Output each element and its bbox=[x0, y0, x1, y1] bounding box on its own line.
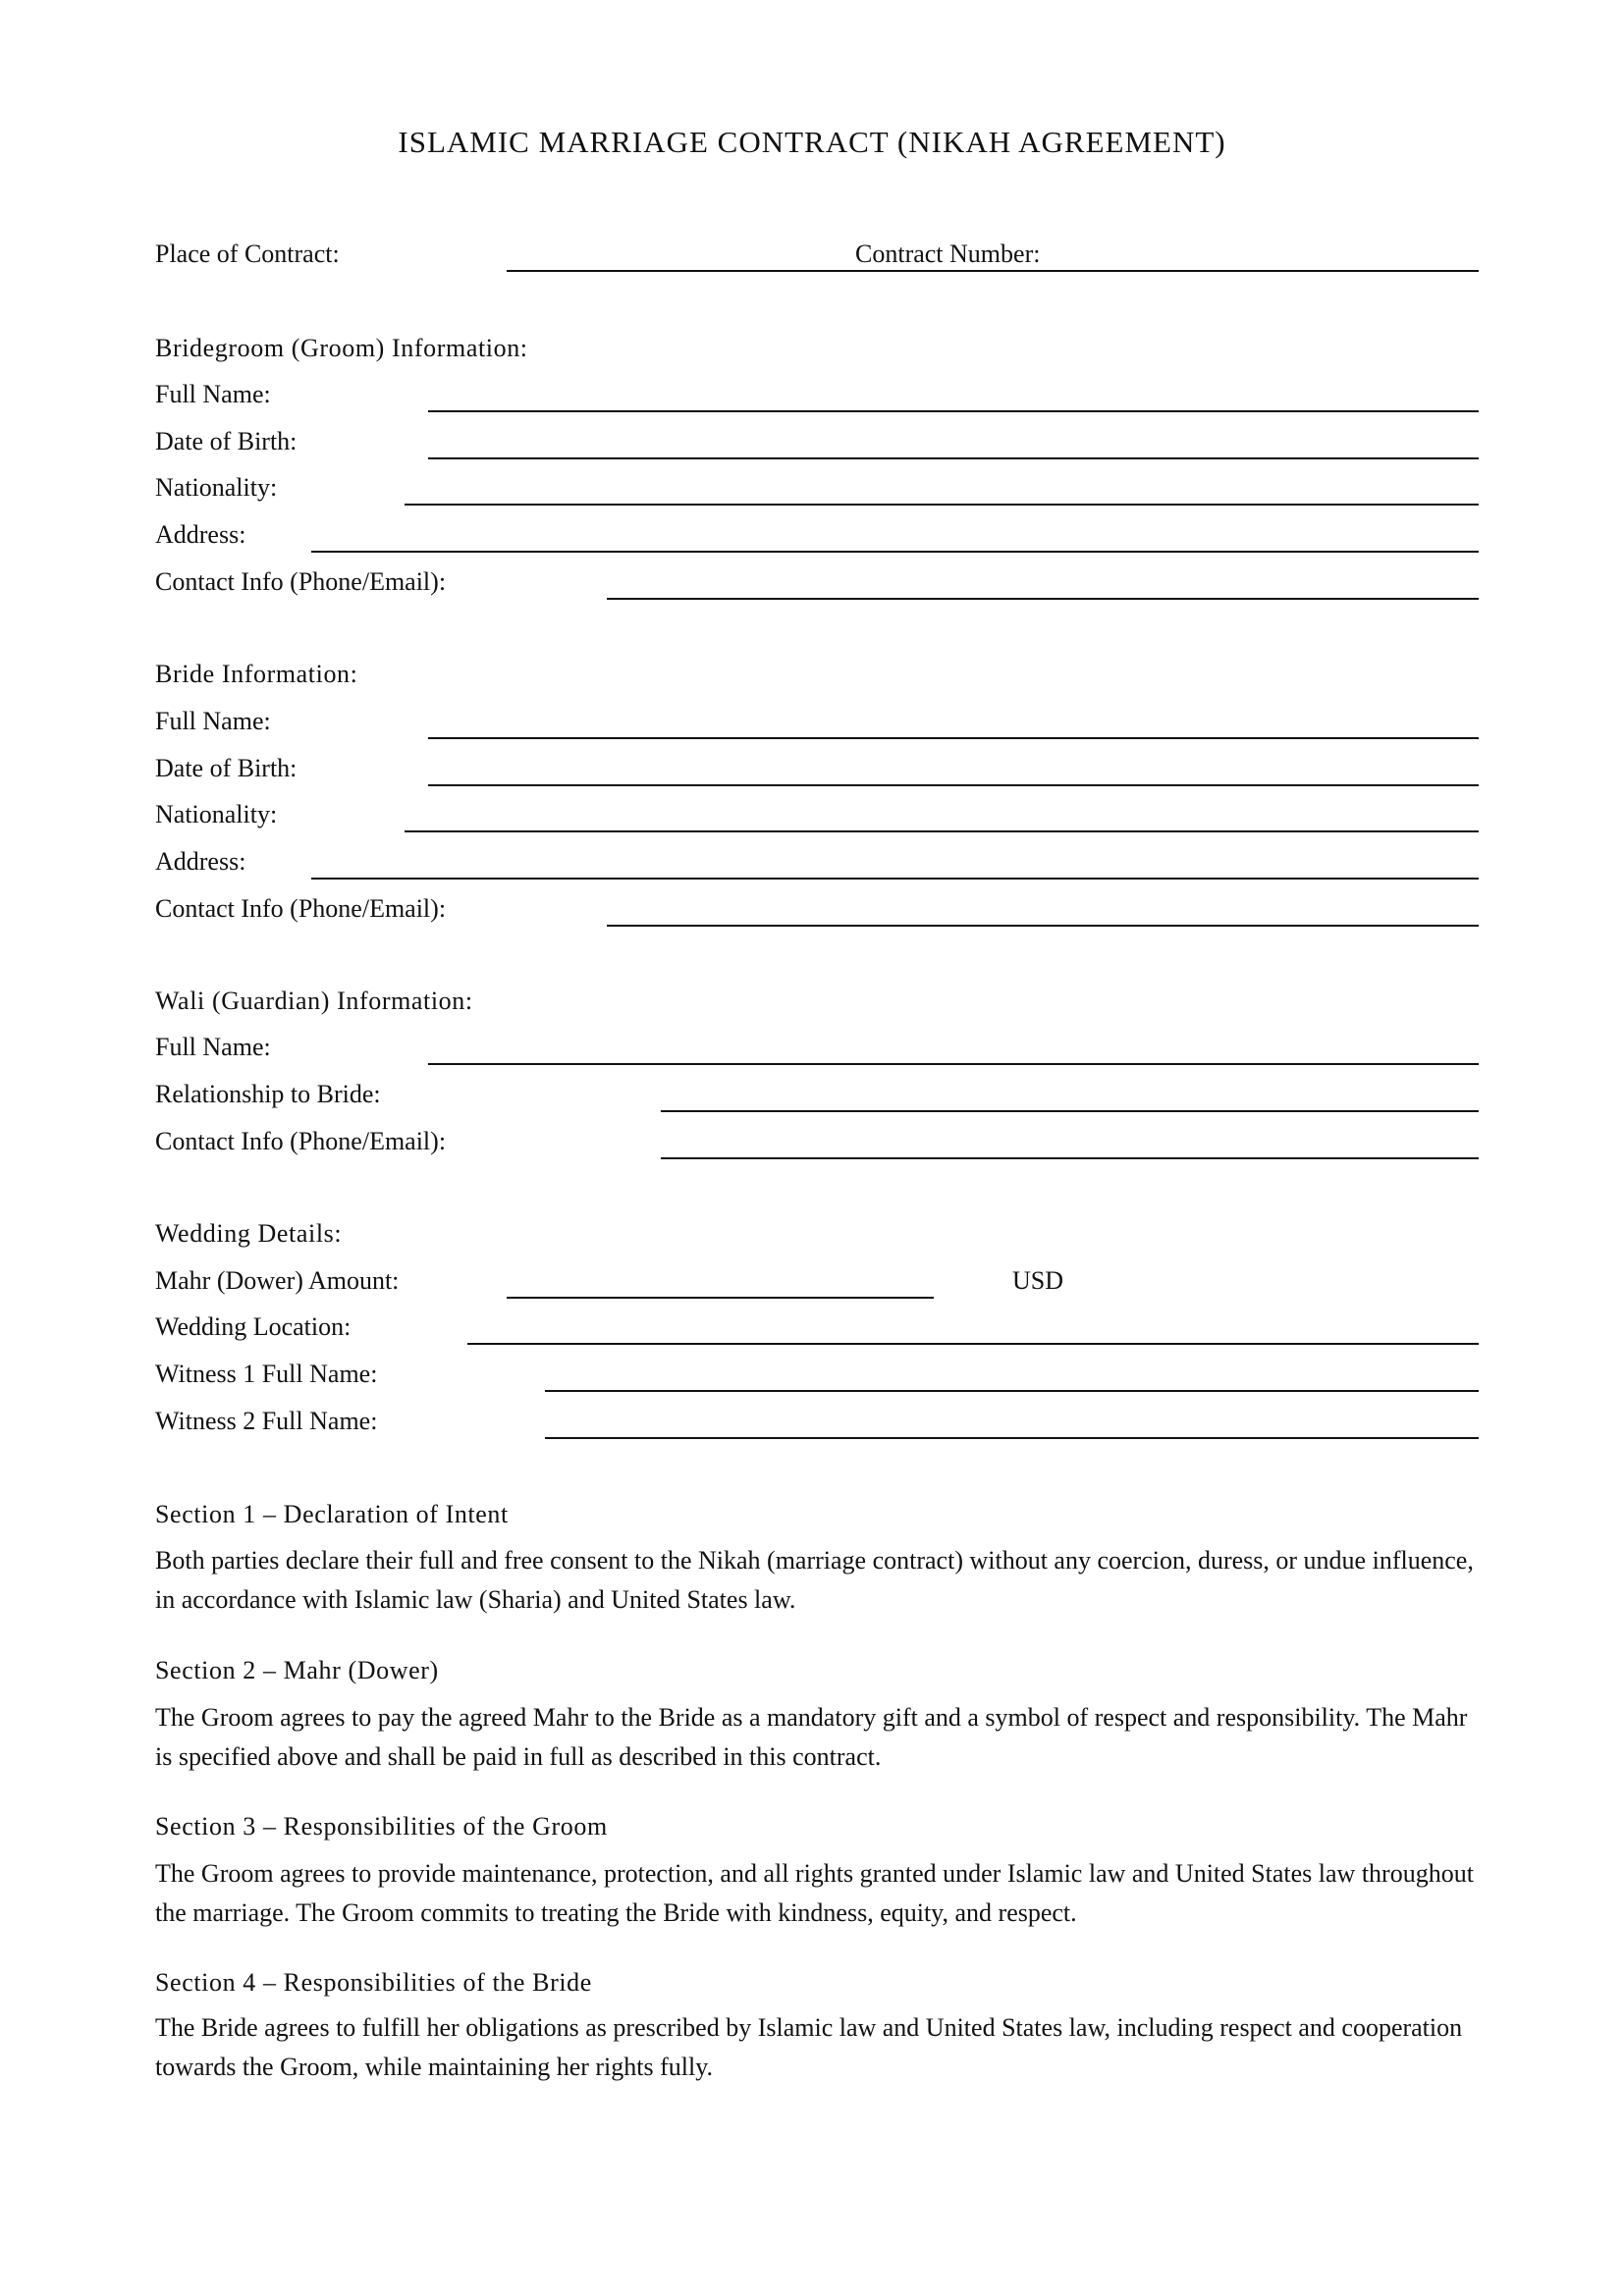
place-of-contract-field[interactable] bbox=[507, 270, 1479, 272]
bride-full-name-label: Full Name: bbox=[155, 707, 271, 735]
section-1-body: Both parties declare their full and free consent to the Nikah (marriage contract) without any coercion, duress, or undue influence, in accordance with Islamic law (Sharia) and United States law. bbox=[155, 1546, 1474, 1614]
bride-address-field[interactable] bbox=[311, 878, 1479, 880]
bride-nationality-label: Nationality: bbox=[155, 800, 278, 828]
mahr-currency-label: USD bbox=[1012, 1266, 1064, 1295]
witness-2-label: Witness 2 Full Name: bbox=[155, 1407, 378, 1435]
bride-full-name-field[interactable] bbox=[428, 737, 1479, 739]
bride-nationality-field[interactable] bbox=[405, 830, 1479, 832]
mahr-amount-field[interactable] bbox=[507, 1297, 934, 1299]
groom-nationality-label: Nationality: bbox=[155, 473, 278, 502]
groom-contact-label: Contact Info (Phone/Email): bbox=[155, 567, 447, 596]
wali-section-heading: Wali (Guardian) Information: bbox=[155, 987, 473, 1015]
section-2-body: The Groom agrees to pay the agreed Mahr to the Bride as a mandatory gift and a symbol of respect and responsibility. The Mahr is specified above and shall be paid in full as described in this contract. bbox=[155, 1703, 1468, 1771]
section-3-body: The Groom agrees to provide maintenance, protection, and all rights granted under Islamic law and United States law throughout the marriage. The Groom commits to treating the Bride with kindness, equity, and respect. bbox=[155, 1859, 1474, 1927]
groom-full-name-field[interactable] bbox=[428, 410, 1479, 412]
section-1-heading: Section 1 – Declaration of Intent bbox=[155, 1500, 509, 1528]
groom-dob-field[interactable] bbox=[428, 457, 1479, 459]
section-4-body: The Bride agrees to fulfill her obligations as prescribed by Islamic law and United States law, including respect and cooperation towards the Groom, while maintaining her rights fully. bbox=[155, 2013, 1463, 2081]
document-title: ISLAMIC MARRIAGE CONTRACT (NIKAH AGREEMENT) bbox=[398, 125, 1226, 159]
groom-address-field[interactable] bbox=[311, 551, 1479, 553]
bride-contact-field[interactable] bbox=[607, 925, 1479, 927]
witness-2-field[interactable] bbox=[545, 1437, 1479, 1439]
place-of-contract-label: Place of Contract: bbox=[155, 240, 340, 268]
witness-1-label: Witness 1 Full Name: bbox=[155, 1360, 378, 1388]
wali-full-name-label: Full Name: bbox=[155, 1033, 271, 1061]
wedding-section-heading: Wedding Details: bbox=[155, 1219, 343, 1248]
section-4-heading: Section 4 – Responsibilities of the Bride bbox=[155, 1968, 592, 1997]
bride-section-heading: Bride Information: bbox=[155, 660, 358, 688]
contract-number-label: Contract Number: bbox=[855, 240, 1041, 268]
wali-relationship-label: Relationship to Bride: bbox=[155, 1080, 381, 1108]
wali-full-name-field[interactable] bbox=[428, 1063, 1479, 1065]
bride-contact-label: Contact Info (Phone/Email): bbox=[155, 894, 447, 923]
wali-contact-field[interactable] bbox=[661, 1157, 1479, 1159]
witness-1-field[interactable] bbox=[545, 1390, 1479, 1392]
bride-dob-field[interactable] bbox=[428, 784, 1479, 786]
wedding-location-field[interactable] bbox=[467, 1343, 1479, 1345]
groom-full-name-label: Full Name: bbox=[155, 380, 271, 408]
section-2-heading: Section 2 – Mahr (Dower) bbox=[155, 1656, 439, 1684]
groom-section-heading: Bridegroom (Groom) Information: bbox=[155, 334, 528, 362]
groom-nationality-field[interactable] bbox=[405, 504, 1479, 506]
mahr-amount-label: Mahr (Dower) Amount: bbox=[155, 1266, 400, 1295]
section-3-heading: Section 3 – Responsibilities of the Groom bbox=[155, 1812, 608, 1841]
wedding-location-label: Wedding Location: bbox=[155, 1312, 352, 1341]
wali-contact-label: Contact Info (Phone/Email): bbox=[155, 1127, 447, 1155]
groom-dob-label: Date of Birth: bbox=[155, 427, 298, 455]
groom-contact-field[interactable] bbox=[607, 598, 1479, 600]
bride-address-label: Address: bbox=[155, 847, 246, 876]
wali-relationship-field[interactable] bbox=[661, 1110, 1479, 1112]
bride-dob-label: Date of Birth: bbox=[155, 754, 298, 782]
groom-address-label: Address: bbox=[155, 520, 246, 549]
